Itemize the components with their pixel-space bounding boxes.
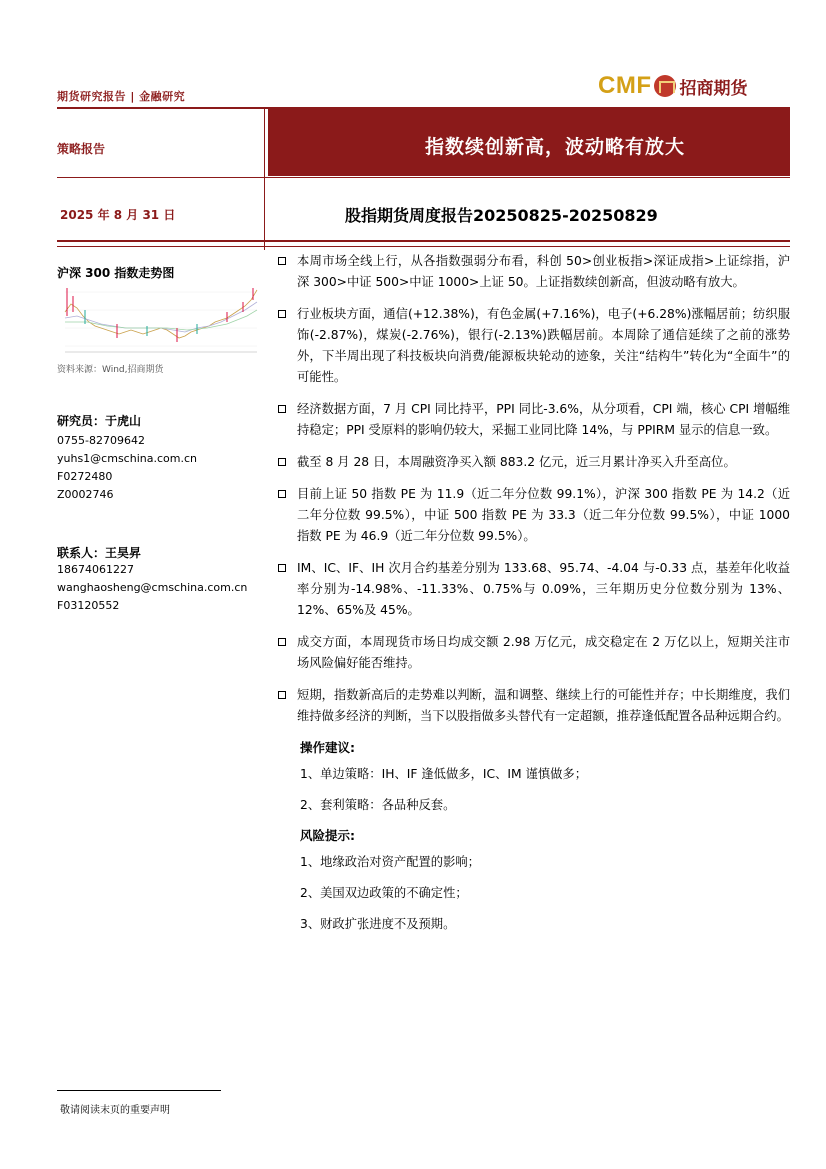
contact-info	[57, 561, 247, 615]
operation-item: 1、单边策略：IH、IF 逢低做多，IC、IM 谨慎做多；	[300, 767, 588, 781]
logo-text: CMF	[598, 72, 652, 99]
report-type-label: 策略报告	[57, 142, 106, 156]
researcher-phone: 0755-82709642	[57, 434, 145, 447]
bullet-text: 本周市场全线上行，从各指数强弱分布看，科创 50>创业板指>深证成指>上证综指，沪深 300>中证 500>中证 1000>上证 50。上证指数续创新高，但波动略有放大。	[297, 254, 790, 289]
contact-email[interactable]: wanghaosheng@cmschina.com.cn	[57, 581, 248, 594]
checkbox-bullet-icon	[278, 458, 286, 466]
footer-divider	[57, 1090, 221, 1091]
operations-heading: 操作建议:	[300, 740, 355, 755]
bullet-text: 目前上证 50 指数 PE 为 11.9（近二年分位数 99.1%），沪深 300 指数 PE 为 14.2（近二年分位数 99.5%），中证 500 指数 PE 为 33.3（近二年分位数 99.5%），中证 1000 指数 PE 为 46.9（近二年分位数 99.5%）。	[297, 487, 790, 543]
researcher-license-z: Z0002746	[57, 488, 114, 501]
bullet-text: IM、IC、IF、IH 次月合约基差分别为 133.68、95.74、-4.04 与-0.33 点，基差年化收益率分别为-14.98%、-11.33%、0.75%与 0.09%，三年期历史分位数分别为 13%、12%、65%及 45%。	[297, 561, 790, 617]
logo-chinese-name: 招商期货	[679, 78, 748, 99]
bullet-item	[278, 304, 790, 388]
header-label: 期货研究报告 | 金融研究	[57, 90, 186, 103]
bullet-item	[278, 251, 790, 293]
risk-item: 1、地缘政治对资产配置的影响；	[300, 855, 480, 869]
checkbox-bullet-icon	[278, 638, 286, 646]
contact-phone: 18674061227	[57, 563, 134, 576]
checkbox-bullet-icon	[278, 564, 286, 572]
bullet-item	[278, 399, 790, 441]
checkbox-bullet-icon	[278, 405, 286, 413]
index-trend-chart	[57, 282, 263, 358]
report-date: 2025 年 8 月 31 日	[60, 208, 176, 222]
researcher-license-f: F0272480	[57, 470, 113, 483]
contact-name: 联系人：王昊昇	[57, 546, 142, 560]
researcher-info	[57, 432, 197, 504]
column-divider	[264, 108, 265, 250]
report-title: 指数续创新高，波动略有放大	[424, 136, 685, 158]
checkbox-bullet-icon	[278, 691, 286, 699]
main-content	[278, 251, 790, 945]
checkbox-bullet-icon	[278, 490, 286, 498]
chart-source: 资料来源：Wind,招商期货	[57, 365, 164, 375]
bullet-item	[278, 452, 790, 473]
bullet-item	[278, 484, 790, 547]
bullet-item	[278, 558, 790, 621]
subtitle-divider-thin	[57, 246, 790, 247]
checkbox-bullet-icon	[278, 310, 286, 318]
bullet-text: 短期，指数新高后的走势难以判断，温和调整、继续上行的可能性并存；中长期维度，我们维持做多经济的判断，当下以股指做多头替代有一定超额，推荐逢低配置各品种远期合约。	[297, 688, 790, 723]
checkbox-bullet-icon	[278, 257, 286, 265]
bullet-text: 成交方面，本周现货市场日均成交额 2.98 万亿元，成交稳定在 2 万亿以上，短期关注市场风险偏好能否维持。	[297, 635, 790, 670]
report-subtitle: 股指期货周度报告20250825-20250829	[345, 206, 658, 225]
researcher-name: 研究员：于虎山	[57, 414, 142, 428]
subtitle-divider	[57, 240, 790, 242]
risks-heading: 风险提示:	[300, 828, 355, 843]
logo-emblem-icon	[654, 75, 676, 97]
contact-license: F03120552	[57, 599, 120, 612]
bullet-text: 行业板块方面，通信(+12.38%)，有色金属(+7.16%)，电子(+6.28%)涨幅居前；纺织服饰(-2.87%)，煤炭(-2.76%)，银行(-2.13%)跌幅居前。本周除了通信延续了之前的涨势外，下半周出现了科技板块向消费/能源板块轮动的迹象，关注“结构牛”转化为“全面牛”的可能性。	[297, 307, 790, 384]
title-banner	[268, 108, 790, 176]
bullet-item	[278, 685, 790, 727]
researcher-email[interactable]: yuhs1@cmschina.com.cn	[57, 452, 197, 465]
title-divider	[57, 177, 790, 178]
risk-item: 2、美国双边政策的不确定性；	[300, 886, 468, 900]
footer-note: 敬请阅读末页的重要声明	[60, 1105, 170, 1116]
sidebar-chart-title: 沪深 300 指数走势图	[57, 266, 175, 280]
risk-item: 3、财政扩张进度不及预期。	[300, 917, 456, 931]
operation-item: 2、套利策略：各品种反套。	[300, 798, 456, 812]
bullet-text: 截至 8 月 28 日，本周融资净买入额 883.2 亿元，近三月累计净买入升至高位。	[297, 455, 736, 469]
bullet-text: 经济数据方面，7 月 CPI 同比持平，PPI 同比-3.6%，从分项看，CPI 端，核心 CPI 增幅维持稳定；PPI 受原料的影响仍较大，采掘工业同比降 14%，与 PPIRM 显示的信息一致。	[297, 402, 790, 437]
company-logo	[598, 72, 747, 100]
bullet-item	[278, 632, 790, 674]
